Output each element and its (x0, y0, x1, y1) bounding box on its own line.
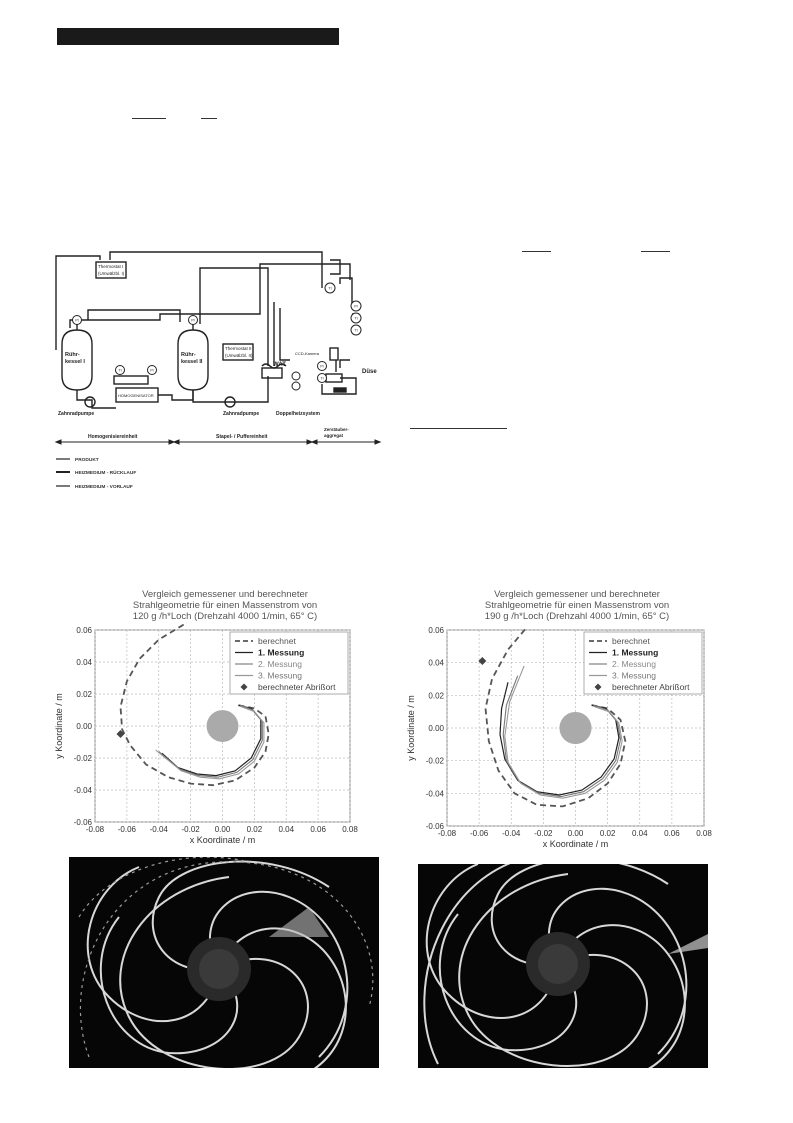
kessel-2-label: kessel II (181, 359, 203, 365)
double-heater-label: Doppelheizsystem (276, 411, 320, 417)
text-rule (522, 251, 551, 252)
y-tick-label: 0.00 (76, 722, 92, 731)
x-tick-label: 0.04 (631, 829, 648, 838)
x-tick-label: -0.08 (437, 829, 457, 838)
x-tick-label: 0.00 (567, 829, 584, 838)
y-tick-label: -0.02 (73, 754, 92, 763)
gauge-label: PI (320, 364, 324, 369)
spray-photo-right (418, 864, 708, 1068)
pump-2-label: Zahnradpumpe (223, 411, 260, 417)
y-tick-label: 0.02 (428, 691, 444, 701)
hub-circle (559, 712, 591, 744)
y-axis-label: y Koordinate / m (54, 693, 64, 759)
process-flow-diagram (40, 248, 385, 500)
y-tick-label: 0.02 (76, 690, 92, 699)
x-tick-label: -0.02 (534, 829, 553, 838)
x-tick-label: 0.06 (310, 825, 326, 834)
chart-1 (52, 624, 362, 846)
gauge-label: TI (328, 286, 332, 291)
legend-entry: 3. Messung (258, 670, 302, 681)
y-tick-label: -0.02 (425, 756, 444, 766)
kessel-2-label: Rühr- (181, 352, 196, 358)
x-tick-label: 0.04 (278, 825, 295, 834)
pump-1-label: Zahnradpumpe (58, 411, 95, 417)
x-tick-label: -0.04 (149, 825, 168, 834)
legend-entry: berechnet (258, 636, 296, 646)
y-tick-label: -0.06 (73, 818, 92, 827)
chart-1-title-line: Vergleich gemessener und berechneter (142, 589, 308, 600)
kessel-1-label: kessel I (65, 359, 85, 365)
legend-entry: berechnet (612, 636, 650, 646)
y-tick-label: 0.04 (428, 658, 444, 668)
gauge-label: TI (354, 316, 358, 321)
text-rule (132, 118, 166, 119)
chart-1-title (94, 589, 356, 622)
gauge-label: TI (320, 376, 324, 381)
x-tick-label: -0.08 (85, 825, 105, 834)
x-tick-label: 0.08 (696, 829, 712, 838)
wat-label: WAT (273, 362, 286, 368)
x-tick-label: -0.06 (470, 829, 489, 838)
thermostat-2-sub: (Umwälzbl. II) (225, 353, 253, 358)
x-tick-label: -0.04 (502, 829, 521, 838)
legend-entry: berechneter Abrißort (612, 682, 690, 692)
hub-circle (207, 710, 239, 742)
x-axis-label: x Koordinate / m (542, 839, 609, 849)
legend-produkt: PRODUKT (75, 458, 99, 463)
ccd-camera-label: CCD-Kamera (295, 351, 320, 356)
x-tick-label: -0.02 (181, 825, 200, 834)
x-tick-label: 0.08 (342, 825, 358, 834)
x-axis-label: x Koordinate / m (189, 835, 256, 845)
thermostat-1-label: Thermostat I (98, 264, 124, 269)
x-tick-label: -0.06 (117, 825, 136, 834)
chart-2-title-line: 190 g /h*Loch (Drehzahl 4000 1/min, 65° C) (484, 611, 670, 622)
text-rule (201, 118, 217, 119)
thermostat-2-label: Thermostat II (225, 346, 252, 351)
section-zerst-label: aggregat (324, 433, 344, 438)
y-tick-label: 0.06 (428, 626, 444, 635)
section-homog-label: Homogenisiereinheit (88, 434, 138, 440)
gauge-label: TI (354, 328, 358, 333)
duese-label: Düse (362, 369, 377, 375)
x-tick-label: 0.02 (599, 829, 616, 838)
gauge-label: PI (75, 318, 79, 323)
gauge-label: PI (191, 318, 195, 323)
text-rule (641, 251, 670, 252)
homogenisator-label: HOMOGENISATOR (118, 393, 154, 398)
chart-2-title (446, 589, 708, 622)
legend-entry: 1. Messung (612, 647, 659, 658)
legend-entry: 2. Messung (258, 659, 302, 669)
y-tick-label: 0.00 (428, 724, 444, 733)
section-zerst-label: Zerstäuber- (324, 427, 349, 432)
section-stapel-label: Stapel- / Puffereinheit (216, 434, 268, 440)
chart-2 (404, 624, 716, 850)
chart-1-title-line: 120 g /h*Loch (Drehzahl 4000 1/min, 65° C) (132, 611, 318, 622)
y-tick-label: 0.04 (76, 658, 92, 667)
x-tick-label: 0.00 (214, 825, 231, 834)
y-tick-label: 0.06 (76, 626, 92, 635)
gauge-label: TI (118, 368, 122, 373)
y-tick-label: -0.04 (425, 789, 444, 799)
legend-ruecklauf: HEIZMEDIUM - RÜCKLAUF (75, 471, 137, 476)
text-rule (410, 428, 507, 429)
spray-photo-left (69, 857, 379, 1068)
header-bar (57, 28, 339, 45)
legend-entry: 1. Messung (258, 647, 305, 658)
legend-entry: 2. Messung (612, 659, 656, 669)
legend-vorlauf: HEIZMEDIUM - VORLAUF (75, 485, 133, 490)
chart-2-title-line: Strahlgeometrie für einen Massenstrom von (484, 600, 670, 611)
y-tick-label: -0.06 (425, 822, 444, 831)
chart-1-title-line: Strahlgeometrie für einen Massenstrom von (132, 600, 318, 611)
chart-2-title-line: Vergleich gemessener und berechneter (494, 589, 660, 600)
y-axis-label: y Koordinate / m (406, 695, 416, 761)
legend-entry: berechneter Abrißort (258, 682, 336, 692)
gauge-label: PI (150, 368, 154, 373)
x-tick-label: 0.06 (664, 829, 680, 838)
legend-entry: 3. Messung (612, 670, 656, 681)
gauge-label: PI (354, 304, 358, 309)
kessel-1-label: Rühr- (65, 352, 80, 358)
x-tick-label: 0.02 (246, 825, 263, 834)
y-tick-label: -0.04 (73, 786, 92, 795)
thermostat-1-sub: (Umwälzbl. I) (98, 271, 125, 276)
